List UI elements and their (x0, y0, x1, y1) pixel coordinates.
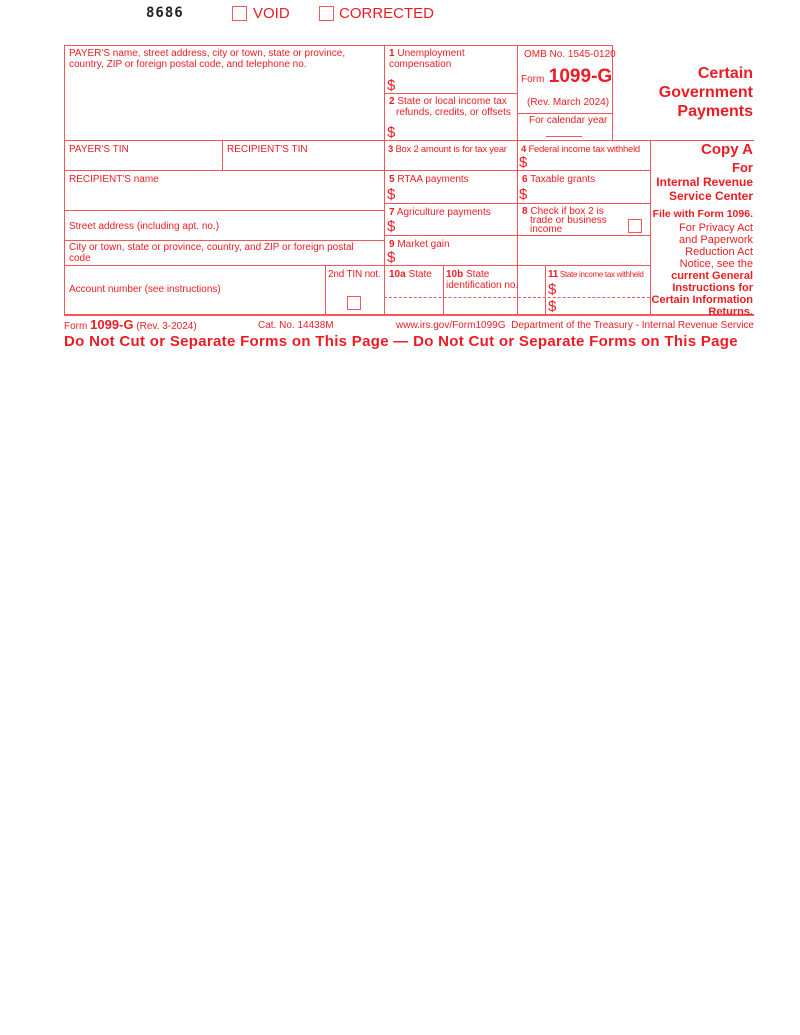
calendar-year-label: For calendar year (529, 115, 608, 126)
do-not-cut-notice: Do Not Cut or Separate Forms on This Page — Do Not Cut or Separate Forms on This Page (64, 333, 738, 350)
box7-dollar: $ (387, 218, 396, 235)
second-tin-label: 2nd TIN not. (328, 269, 381, 280)
box2-dollar: $ (387, 124, 396, 141)
footer-url: www.irs.gov/Form1099G (396, 320, 506, 331)
void-label: VOID (253, 5, 290, 22)
recipient-tin-label: RECIPIENT'S TIN (227, 144, 308, 155)
box6-dollar: $ (519, 186, 528, 203)
corrected-checkbox[interactable] (319, 6, 334, 21)
year-blank (546, 136, 582, 137)
box11-dollar-1: $ (548, 281, 557, 298)
payer-name-label: PAYER'S name, street address, city or town, state or province, country, ZIP or foreign postal code, and telephone no. (69, 48, 346, 70)
box4-dollar: $ (519, 154, 528, 171)
city-label: City or town, state or province, country, and ZIP or foreign postal code (69, 242, 354, 264)
form-number: Form 1099-G (521, 66, 613, 87)
box8-checkbox[interactable] (628, 219, 642, 233)
box9-dollar: $ (387, 249, 396, 266)
box2-label: 2 State or local income tax refunds, credits, or offsets (389, 96, 511, 118)
account-number-label: Account number (see instructions) (69, 284, 221, 295)
frame-line (384, 297, 650, 298)
form-title: Certain Government Payments (658, 65, 753, 120)
footer-dept: Department of the Treasury - Internal Revenue Service (511, 320, 754, 331)
box9-label: 9 Market gain (389, 239, 450, 250)
copy-a-panel: Copy A For Internal Revenue Service Center File with Form 1096. For Privacy Act and Paperwork Reduction Act Notice, see the current General Instructions for Certain Information Returns. (651, 141, 753, 318)
frame-line (64, 210, 384, 211)
box1-label: 1 Unemployment compensation (389, 48, 465, 70)
box11-dollar-2: $ (548, 298, 557, 315)
footer-form: Form 1099-G (Rev. 3-2024) (64, 317, 197, 332)
box1-dollar: $ (387, 77, 396, 94)
street-address-label: Street address (including apt. no.) (69, 221, 220, 232)
corrected-label: CORRECTED (339, 5, 435, 22)
footer-cat: Cat. No. 14438M (258, 320, 334, 331)
box10a-label: 10a State (389, 269, 432, 280)
void-checkbox[interactable] (232, 6, 247, 21)
box3-label: 3 Box 2 amount is for tax year (388, 144, 507, 155)
box4-label: 4 Federal income tax withheld (521, 144, 640, 155)
box5-dollar: $ (387, 186, 396, 203)
frame-line (517, 113, 612, 114)
box5-label: 5 RTAA payments (389, 174, 469, 185)
box11-label: 11 State income tax withheld (548, 269, 644, 280)
box10b-label: 10b State identification no. (446, 269, 519, 291)
box7-label: 7 Agriculture payments (389, 207, 491, 218)
box8-label: 8 Check if box 2 is trade or business income (522, 206, 607, 235)
recipient-name-label: RECIPIENT'S name (69, 174, 159, 185)
revision: (Rev. March 2024) (527, 97, 610, 108)
second-tin-checkbox[interactable] (347, 296, 361, 310)
omb-number: OMB No. 1545-0120 (524, 49, 616, 60)
box6-label: 6 Taxable grants (522, 174, 596, 185)
payer-tin-label: PAYER'S TIN (69, 144, 129, 155)
form-code: 8686 (146, 5, 184, 21)
